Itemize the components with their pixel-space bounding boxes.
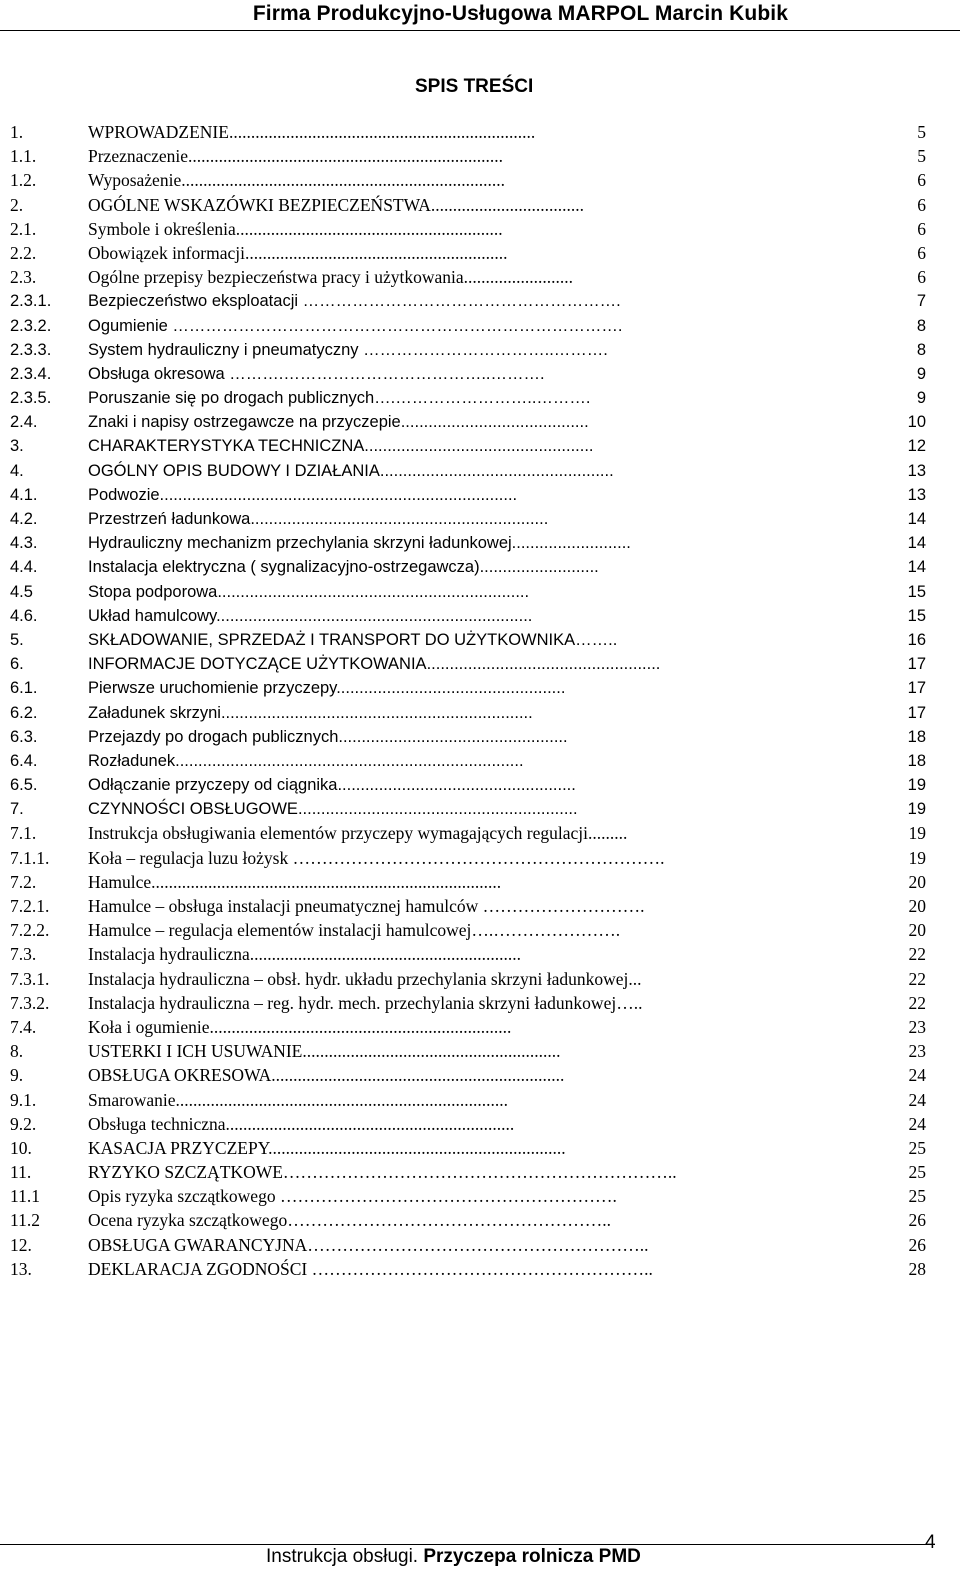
toc-entry-page: 8: [916, 340, 926, 359]
toc-entry-number: 4.4.: [10, 558, 38, 577]
toc-entry-title: Smarowanie............................................................................: [88, 1089, 508, 1110]
toc-entry-title: Przeznaczenie........................................................................: [88, 146, 504, 167]
toc-entry[interactable]: [0, 459, 960, 483]
toc-entry-page: 8: [916, 316, 926, 335]
toc-entry-page: 9: [916, 389, 926, 408]
toc-entry[interactable]: [0, 241, 960, 265]
toc-entry-page: 6: [917, 218, 926, 239]
toc-entry-page: 14: [907, 534, 926, 553]
toc-entry[interactable]: [0, 338, 960, 362]
toc-entry[interactable]: [0, 314, 960, 338]
toc-entry[interactable]: [0, 1039, 960, 1063]
toc-entry[interactable]: [0, 1184, 960, 1208]
toc-entry-page: 6: [917, 170, 926, 191]
toc-entry-number: 4.6.: [10, 606, 38, 625]
toc-entry[interactable]: [0, 120, 960, 144]
toc-entry-title: USTERKI I ICH USUWANIE...........................................................: [88, 1041, 561, 1062]
toc-entry-number: 12.: [10, 1234, 32, 1255]
toc-entry[interactable]: [0, 773, 960, 797]
toc-entry-page: 22: [908, 968, 926, 989]
toc-entry-number: 2.3.2.: [10, 316, 52, 335]
toc-entry-number: 11.2: [10, 1210, 40, 1231]
toc-entry-number: 6.: [10, 655, 24, 674]
toc-entry-page: 25: [908, 1186, 926, 1207]
toc-entry-title: OGÓLNE WSKAZÓWKI BEZPIECZEŃSTWA...................................: [88, 194, 584, 215]
footer-divider: [0, 1544, 930, 1545]
toc-entry-number: 6.1.: [10, 679, 38, 698]
toc-entry[interactable]: [0, 531, 960, 555]
toc-entry-number: 7.1.1.: [10, 847, 50, 868]
toc-entry-title: KASACJA PRZYCZEPY....................................................................: [88, 1137, 566, 1158]
toc-entry[interactable]: [0, 168, 960, 192]
toc-entry-number: 2.1.: [10, 218, 37, 239]
toc-entry[interactable]: [0, 217, 960, 241]
toc-entry[interactable]: [0, 846, 960, 870]
toc-entry-number: 11.: [10, 1162, 32, 1183]
toc-entry-page: 26: [908, 1234, 926, 1255]
footer-caption-regular: Instrukcja obsługi.: [266, 1546, 424, 1567]
toc-entry[interactable]: [0, 870, 960, 894]
toc-entry[interactable]: [0, 1233, 960, 1257]
toc-entry-page: 5: [917, 146, 926, 167]
toc-entry-title: CHARAKTERYSTYKA TECHNICZNA..................................................: [88, 437, 594, 456]
toc-entry-page: 24: [908, 1089, 926, 1110]
toc-entry[interactable]: [0, 1088, 960, 1112]
toc-entry-number: 6.2.: [10, 703, 38, 722]
toc-entry-page: 18: [907, 751, 926, 770]
toc-entry-page: 19: [907, 800, 926, 819]
toc-entry-title: Bezpieczeństwo eksploatacji ………………………………………………….: [88, 292, 621, 311]
toc-entry-title: Instalacja hydrauliczna – obsł. hydr. układu przechylania skrzyni ładunkowej...: [88, 968, 642, 989]
toc-entry-number: 7.3.2.: [10, 992, 50, 1013]
toc-entry-number: 2.3.1.: [10, 292, 52, 311]
toc-entry-number: 7.2.: [10, 871, 37, 892]
toc-entry[interactable]: [0, 676, 960, 700]
toc-entry-page: 7: [916, 292, 926, 311]
toc-entry-number: 10.: [10, 1137, 32, 1158]
toc-entry-page: 23: [908, 1016, 926, 1037]
toc-entry-number: 7.2.1.: [10, 896, 50, 916]
company-name: Firma Produkcyjno-Usługowa MARPOL Marcin Kubik: [252, 2, 788, 25]
toc-entry-title: Koła i ogumienie.....................................................................: [88, 1016, 512, 1037]
toc-entry[interactable]: [0, 555, 960, 579]
toc-entry-title: Ogólne przepisy bezpieczeństwa pracy i użytkowania.........................: [88, 267, 573, 288]
toc-entry-title: CZYNNOŚCI OBSŁUGOWE.............................................................: [88, 800, 578, 819]
toc-entry-number: 7.3.: [10, 944, 37, 965]
toc-entry-title: RYZYKO SZCZĄTKOWE…………………………………………………………..: [88, 1162, 677, 1183]
toc-entry[interactable]: [0, 265, 960, 289]
toc-entry-page: 23: [908, 1041, 926, 1062]
toc-entry-number: 4.: [10, 461, 24, 480]
toc-entry[interactable]: [0, 193, 960, 217]
toc-entry[interactable]: [0, 918, 960, 942]
toc-entry-page: 17: [907, 679, 926, 698]
toc-entry-title: Obsługa techniczna..................................................................: [88, 1113, 515, 1134]
toc-entry-number: 13.: [10, 1258, 32, 1279]
toc-entry-number: 2.3.5.: [10, 389, 52, 408]
toc-entry-title: Rozładunek............................................................................: [88, 751, 524, 770]
toc-entry-number: 2.3.3.: [10, 340, 52, 359]
toc-entry[interactable]: [0, 967, 960, 991]
toc-entry-number: 3.: [10, 437, 24, 456]
toc-entry[interactable]: [0, 434, 960, 458]
toc-entry-page: 9: [916, 364, 926, 383]
toc-entry-number: 2.: [10, 194, 24, 215]
toc-entry-number: 2.4.: [10, 413, 38, 432]
toc-entry-page: 13: [907, 461, 926, 480]
toc-entry[interactable]: [0, 1257, 960, 1281]
toc-heading: SPIS TREŚCI: [415, 76, 534, 97]
toc-entry-title: Obowiązek informacji............................................................: [88, 242, 508, 263]
toc-entry-number: 9.1.: [10, 1089, 37, 1110]
toc-entry-title: Hamulce – obsługa instalacji pneumatycznej hamulców ……………………….: [88, 896, 645, 916]
toc-entry-page: 17: [907, 703, 926, 722]
toc-entry-title: Instalacja hydrauliczna – reg. hydr. mech. przechylania skrzyni ładunkowej…..: [88, 992, 643, 1013]
toc-entry-number: 2.3.4.: [10, 364, 52, 383]
toc-entry[interactable]: [0, 1136, 960, 1160]
toc-entry[interactable]: [0, 797, 960, 821]
toc-entry-page: 14: [907, 510, 926, 528]
toc-entry-title: Załadunek skrzyni....................................................................: [88, 703, 533, 722]
toc-entry-page: 24: [908, 1113, 926, 1134]
toc-entry-number: 6.4.: [10, 751, 38, 770]
toc-entry-page: 20: [908, 920, 926, 941]
toc-entry-page: 26: [908, 1210, 926, 1231]
toc-entry[interactable]: [0, 144, 960, 168]
toc-entry[interactable]: [0, 289, 960, 313]
toc-entry-number: 7.3.1.: [10, 968, 50, 989]
toc-entry-title: Przejazdy po drogach publicznych..................................................: [88, 727, 568, 746]
toc-entry-page: 14: [907, 558, 926, 577]
toc-entry[interactable]: [0, 749, 960, 773]
toc-entry-title: Stopa podporowa....................................................................: [88, 582, 530, 601]
footer-caption: [266, 1546, 641, 1568]
toc-entry-page: 6: [917, 267, 926, 288]
toc-entry[interactable]: [0, 942, 960, 966]
toc-entry-number: 8.: [10, 1041, 24, 1062]
toc-entry[interactable]: [0, 410, 960, 434]
toc-entry-title: Ogumienie ……………………………………………………………………….: [88, 316, 623, 335]
toc-entry-page: 22: [908, 992, 926, 1013]
toc-entry-page: 19: [907, 776, 926, 795]
toc-entry-page: 6: [917, 194, 926, 215]
toc-entry-title: DEKLARACJA ZGODNOŚCI …………………………………………………..: [88, 1258, 653, 1279]
toc-entry-number: 4.1.: [10, 485, 38, 504]
toc-entry[interactable]: [0, 1208, 960, 1232]
toc-entry-number: 7.4.: [10, 1016, 37, 1037]
toc-entry-page: 19: [908, 847, 926, 868]
toc-entry-title: Instalacja elektryczna ( sygnalizacyjno-ostrzegawcza)..........................: [88, 558, 599, 577]
toc-entry[interactable]: [0, 1015, 960, 1039]
toc-entry-title: Wyposażenie..........................................................................: [88, 170, 505, 191]
toc-entry-title: OGÓLNY OPIS BUDOWY I DZIAŁANIA...................................................: [88, 461, 614, 480]
toc-entry-number: 7.1.: [10, 823, 37, 844]
toc-entry-number: 2.2.: [10, 242, 37, 263]
toc-entry-title: Układ hamulcowy.....................................................................: [88, 606, 533, 625]
toc-entry-number: 6.3.: [10, 727, 38, 746]
toc-entry-page: 28: [908, 1258, 926, 1279]
toc-entry-title: SKŁADOWANIE, SPRZEDAŻ I TRANSPORT DO UŻYTKOWNIKA……..: [88, 630, 618, 649]
table-of-contents: [0, 120, 960, 1281]
toc-entry-title: Odłączanie przyczepy od ciągnika....................................................: [88, 776, 576, 795]
toc-entry-title: Hamulce – regulacja elementów instalacji hamulcowej….………………….: [88, 920, 621, 941]
page-number: 4: [925, 1532, 936, 1553]
toc-entry[interactable]: [0, 507, 960, 531]
toc-entry-page: 10: [907, 413, 926, 432]
toc-entry-number: 4.5: [10, 582, 33, 601]
toc-entry[interactable]: [0, 483, 960, 507]
toc-entry-number: 6.5.: [10, 776, 38, 795]
toc-entry-number: 1.1.: [10, 146, 37, 167]
toc-entry[interactable]: [0, 1063, 960, 1087]
toc-entry-title: Obsługa okresowa ……….………………………………..……….: [88, 364, 545, 383]
toc-entry-number: 4.3.: [10, 534, 38, 553]
toc-entry-number: 9.: [10, 1065, 24, 1086]
toc-entry-page: 20: [908, 896, 926, 916]
toc-entry[interactable]: [0, 821, 960, 845]
toc-entry-page: 18: [907, 727, 926, 746]
toc-entry[interactable]: [0, 580, 960, 604]
toc-entry-title: Instrukcja obsługiwania elementów przyczepy wymagających regulacji.........: [88, 823, 628, 844]
toc-entry[interactable]: [0, 386, 960, 410]
toc-entry-page: 15: [907, 582, 926, 601]
toc-entry-page: 25: [908, 1162, 926, 1183]
toc-entry-title: Hydrauliczny mechanizm przechylania skrzyni ładunkowej..........................: [88, 534, 631, 553]
toc-entry-title: Koła – regulacja luzu łożysk ……………………………………………………….: [88, 847, 665, 868]
toc-entry-number: 2.3.: [10, 267, 37, 288]
page-header: [0, 0, 960, 31]
toc-entry-title: Przestrzeń ładunkowa.................................................................: [88, 510, 549, 528]
toc-entry-title: Pierwsze uruchomienie przyczepy..................................................: [88, 679, 566, 698]
toc-entry[interactable]: [0, 991, 960, 1015]
toc-entry-title: Instalacja hydrauliczna..............................................................: [88, 944, 522, 965]
toc-entry[interactable]: [0, 725, 960, 749]
toc-entry-title: Opis ryzyka szczątkowego ………………………………………………….: [88, 1186, 617, 1207]
toc-entry-title: Poruszanie się po drogach publicznych….……………………..……….: [88, 389, 591, 408]
toc-entry[interactable]: [0, 652, 960, 676]
toc-entry[interactable]: [0, 1112, 960, 1136]
toc-entry-title: Podwozie..............................................................................: [88, 485, 518, 504]
toc-entry-page: 13: [907, 485, 926, 504]
toc-entry-title: Znaki i napisy ostrzegawcze na przyczepie.........................................: [88, 413, 589, 432]
toc-entry-title: OBSŁUGA OKRESOWA...................................................................: [88, 1065, 565, 1086]
toc-entry-title: INFORMACJE DOTYCZĄCE UŻYTKOWANIA...................................................: [88, 655, 661, 674]
toc-entry-number: 4.2.: [10, 510, 38, 528]
toc-entry-page: 19: [908, 823, 926, 844]
toc-entry-page: 20: [908, 871, 926, 892]
toc-entry-number: 7.: [10, 800, 24, 819]
toc-entry[interactable]: [0, 1160, 960, 1184]
toc-entry-number: 1.: [10, 122, 24, 142]
toc-entry[interactable]: [0, 628, 960, 652]
toc-entry-number: 1.2.: [10, 170, 37, 191]
toc-entry-number: 9.2.: [10, 1113, 37, 1134]
toc-entry[interactable]: [0, 701, 960, 725]
toc-entry-number: 11.1: [10, 1186, 40, 1207]
toc-entry-page: 25: [908, 1137, 926, 1158]
toc-entry-number: 5.: [10, 630, 24, 649]
toc-entry-page: 16: [907, 630, 926, 649]
toc-entry-page: 5: [917, 122, 926, 142]
toc-entry-page: 15: [907, 606, 926, 625]
toc-entry[interactable]: [0, 604, 960, 628]
toc-entry-page: 22: [908, 944, 926, 965]
footer-caption-bold: Przyczepa rolnicza PMD: [423, 1546, 641, 1567]
toc-entry-title: Symbole i określenia.............................................................: [88, 218, 503, 239]
toc-entry-page: 24: [908, 1065, 926, 1086]
toc-entry-title: Hamulce................................................................................: [88, 871, 502, 892]
toc-entry[interactable]: [0, 362, 960, 386]
toc-entry-page: 12: [907, 437, 926, 456]
toc-entry-page: 17: [907, 655, 926, 674]
toc-entry[interactable]: [0, 894, 960, 918]
toc-entry-number: 7.2.2.: [10, 920, 50, 941]
toc-entry-title: WPROWADZENIE......................................................................: [88, 122, 536, 142]
toc-entry-title: OBSŁUGA GWARANCYJNA…………………………………………………..: [88, 1234, 649, 1255]
toc-entry-title: Ocena ryzyka szczątkowego………………………………………………..: [88, 1210, 611, 1231]
toc-entry-title: System hydrauliczny i pneumatyczny ……………………………..……….: [88, 340, 608, 359]
toc-entry-page: 6: [917, 242, 926, 263]
